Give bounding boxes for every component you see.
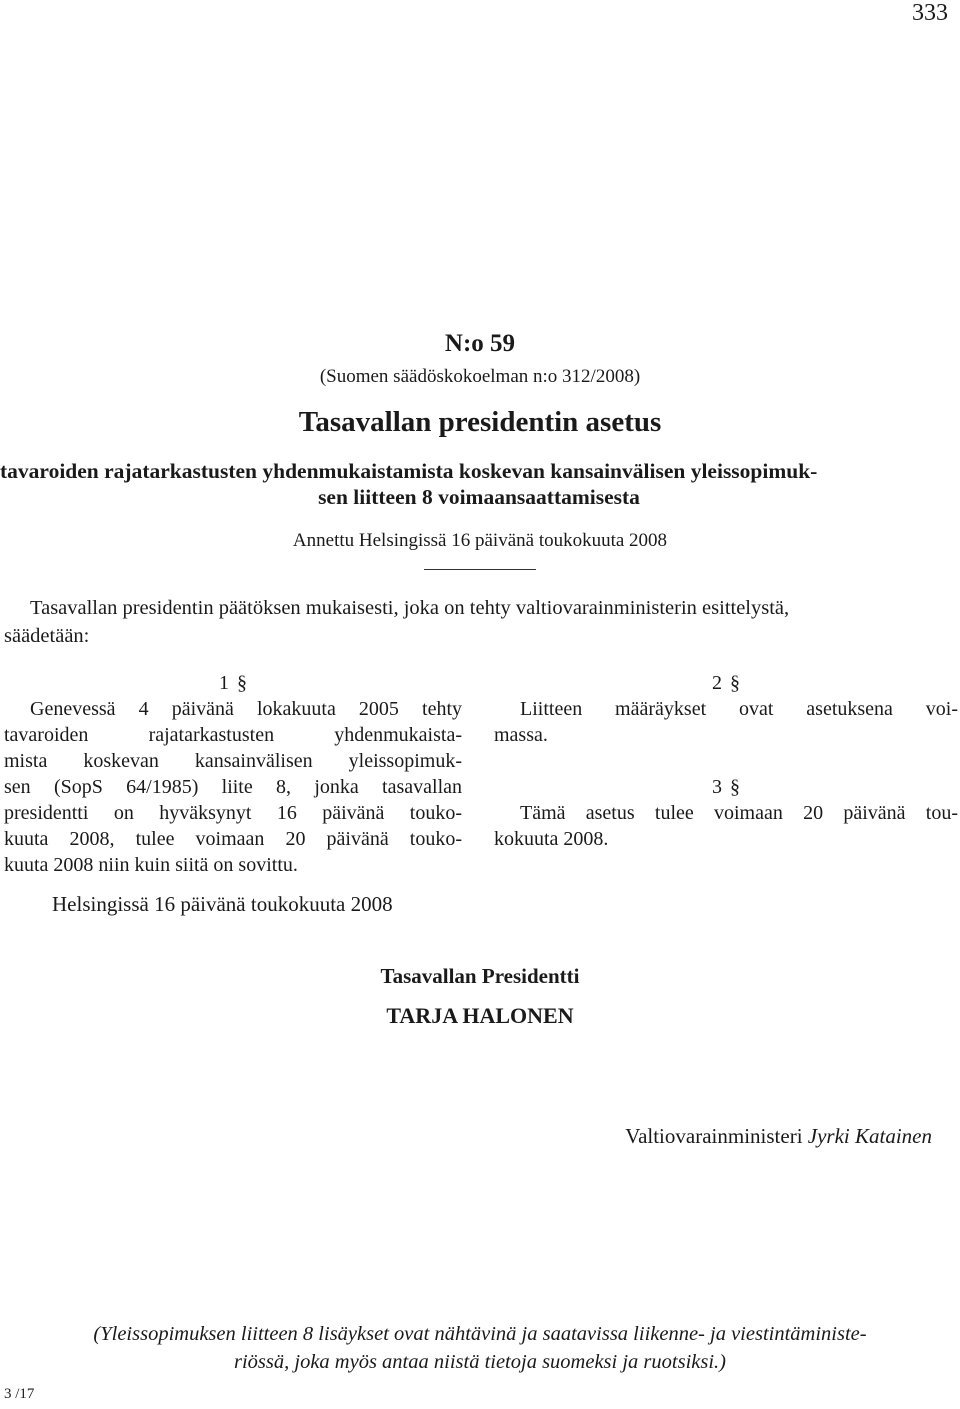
minister-name: Jyrki Katainen — [807, 1124, 932, 1148]
act-subtitle-line: sen liitteen 8 voimaansaattamisesta — [318, 485, 640, 509]
preamble — [4, 594, 956, 650]
section-number: 1 — [219, 672, 229, 694]
president-name: TARJA HALONEN — [386, 1003, 574, 1028]
page-number: 333 — [912, 0, 948, 26]
president-title: Tasavallan Presidentti — [380, 964, 580, 988]
section-2-heading — [494, 670, 958, 696]
section-symbol: § — [730, 776, 740, 798]
spacer — [494, 748, 958, 774]
left-column — [4, 670, 462, 878]
place-and-date: Helsingissä 16 päivänä toukokuuta 2008 — [52, 892, 393, 916]
minister-title: Valtiovarainministeri — [625, 1124, 803, 1148]
section-1-text-line: kuuta 2008, tulee voimaan 20 päivänä touko- — [4, 828, 462, 850]
section-1-heading — [4, 670, 462, 696]
preamble-line: Tasavallan presidentin päätöksen mukaisesti, joka on tehty valtiovarainministerin esittelystä, — [30, 597, 790, 619]
section-3-text-line: kokuuta 2008. — [494, 828, 609, 850]
section-1-text-line: kuuta 2008 niin kuin siitä on sovittu. — [4, 854, 298, 876]
given-date: Annettu Helsingissä 16 päivänä toukokuuta 2008 — [292, 530, 668, 551]
section-1-text-line: sen (SopS 64/1985) liite 8, jonka tasavallan — [4, 776, 462, 798]
act-title: Tasavallan presidentin asetus — [298, 406, 662, 438]
divider — [424, 569, 536, 570]
footnote — [0, 1320, 960, 1376]
section-1-text-line: tavaroiden rajatarkastusten yhdenmukaista- — [4, 724, 462, 746]
footnote-line: riössä, joka myös antaa niistä tietoja suomeksi ja ruotsiksi.) — [234, 1351, 726, 1373]
section-symbol: § — [730, 672, 740, 694]
section-1-text-line: Genevessä 4 päivänä lokakuuta 2005 tehty — [30, 698, 462, 720]
act-subtitle-line: tavaroiden rajatarkastusten yhdenmukaistamista koskevan kansainvälisen yleissopimuk- — [0, 459, 818, 483]
section-1-text-line: mista koskevan kansainvälisen yleissopimuk- — [4, 750, 462, 772]
statute-number: N:o 59 — [444, 330, 516, 357]
section-symbol: § — [237, 672, 247, 694]
section-2-text-line: massa. — [494, 724, 548, 746]
section-number: 3 — [712, 776, 722, 798]
footer-code: 3 /17 — [4, 1386, 35, 1402]
act-subtitle — [0, 458, 958, 510]
right-column — [494, 670, 958, 852]
preamble-line: säädetään: — [4, 625, 90, 647]
footnote-line: (Yleissopimuksen liitteen 8 lisäykset ovat nähtävinä ja saatavissa liikenne- ja viestintäministe- — [93, 1323, 867, 1345]
section-3-text-line: Tämä asetus tulee voimaan 20 päivänä tou- — [520, 802, 958, 824]
section-2-text-line: Liitteen määräykset ovat asetuksena voi- — [520, 698, 958, 720]
section-number: 2 — [712, 672, 722, 694]
section-1-text-line: presidentti on hyväksynyt 16 päivänä touko- — [4, 802, 462, 824]
collection-reference: (Suomen säädöskokoelman n:o 312/2008) — [319, 366, 641, 387]
section-3-heading — [494, 774, 958, 800]
minister-signature — [625, 1124, 932, 1149]
